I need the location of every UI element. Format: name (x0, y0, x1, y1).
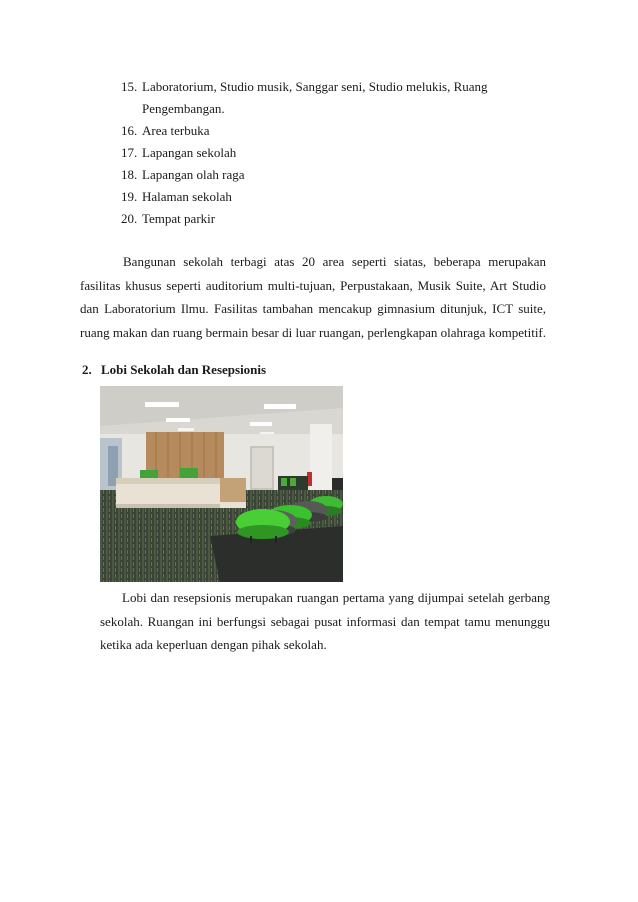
list-number: 17. (121, 145, 138, 160)
section-number: 2. (82, 362, 92, 377)
list-text: Tempat parkir (142, 211, 216, 226)
list-number: 19. (121, 189, 138, 204)
list-item (121, 120, 541, 142)
list-item (121, 164, 541, 186)
list-number: 20. (121, 211, 138, 226)
facility-list (121, 76, 541, 230)
list-text: Halaman sekolah (142, 189, 232, 204)
list-text: Lapangan olah raga (142, 167, 245, 182)
paragraph-lobby (100, 586, 550, 657)
list-number: 15. (121, 79, 138, 94)
list-number: 18. (121, 167, 138, 182)
section-heading (82, 362, 266, 378)
paragraph-text: Bangunan sekolah terbagi atas 20 area seperti siatas, beberapa merupakan fasilitas khusus seperti auditorium multi-tujuan, Perpustakaan, Musik Suite, Art Studio dan Laboratorium Ilmu. Fasilitas tambahan mencakup gimnasium ditunjuk, ICT suite, ruang makan dan ruang bermain besar di luar ruangan, perlengkapan olahraga kompetitif. (80, 254, 547, 340)
list-item (121, 186, 541, 208)
paragraph-text: Lobi dan resepsionis merupakan ruangan pertama yang dijumpai setelah gerbang sekolah. Ruangan ini berfungsi sebagai pusat informasi dan tempat tamu menunggu ketika ada keperluan dengan pihak sekolah. (100, 590, 550, 652)
list-text: Area terbuka (142, 123, 210, 138)
section-title: Lobi Sekolah dan Resepsionis (101, 362, 267, 377)
lobby-illustration (100, 386, 343, 582)
list-number: 16. (121, 123, 138, 138)
list-item (121, 208, 541, 230)
list-text: Laboratorium, Studio musik, Sanggar seni, Studio melukis, Ruang Pengembangan. (142, 79, 488, 116)
list-text: Lapangan sekolah (142, 145, 237, 160)
list-item (121, 142, 541, 164)
list-item (121, 76, 541, 120)
paragraph-buildings (80, 250, 546, 344)
lobby-photo (100, 386, 343, 582)
